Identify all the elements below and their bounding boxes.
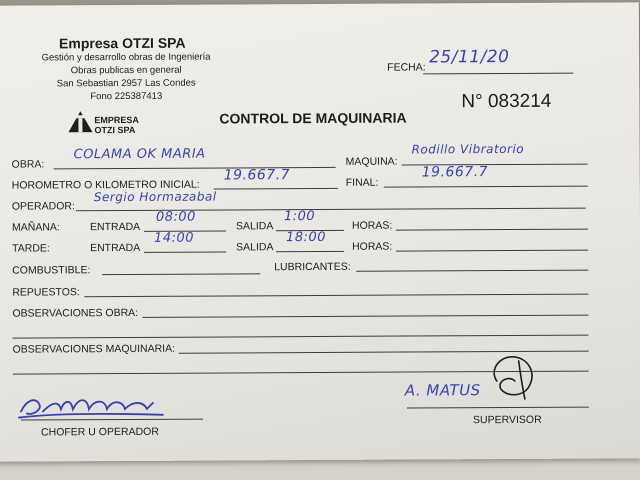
combustible-label: COMBUSTIBLE: bbox=[12, 264, 91, 277]
lubricantes-line bbox=[356, 270, 588, 272]
operador-label: OPERADOR: bbox=[11, 200, 75, 213]
final-value: 19.667.7 bbox=[421, 164, 489, 181]
tarde-salida-value: 18:00 bbox=[285, 229, 327, 246]
maquina-value: Rodillo Vibratorio bbox=[411, 141, 525, 157]
manana-salida-label: SALIDA bbox=[235, 220, 274, 233]
obra-value: COLAMA OK MARIA bbox=[73, 146, 206, 163]
obs-obra-label: OBSERVACIONES OBRA: bbox=[12, 306, 139, 320]
obs-maquinaria-label: OBSERVACIONES MAQUINARIA: bbox=[12, 342, 176, 356]
supervisor-label: SUPERVISOR bbox=[472, 413, 542, 427]
chofer-label: CHOFER U OPERADOR bbox=[41, 425, 159, 439]
company-line-3: San Sebastian 2957 Las Condes bbox=[56, 77, 196, 90]
maquina-label: MAQUINA: bbox=[345, 155, 398, 168]
obra-line bbox=[54, 167, 336, 169]
company-name: Empresa OTZI SPA bbox=[58, 34, 186, 52]
logo-text-1: EMPRESA bbox=[94, 114, 139, 126]
horometro-line bbox=[214, 188, 338, 190]
fecha-value: 25/11/20 bbox=[429, 46, 510, 68]
operador-line bbox=[76, 208, 586, 212]
tarde-salida-label: SALIDA bbox=[236, 241, 274, 254]
combustible-line bbox=[102, 273, 260, 275]
manana-horas-line bbox=[396, 229, 588, 231]
tarde-entrada-line bbox=[144, 251, 226, 252]
supervisor-signature-icon bbox=[485, 351, 545, 403]
logo-text-2: OTZI SPA bbox=[94, 124, 136, 136]
manana-label: MAÑANA: bbox=[11, 221, 60, 234]
company-line-4: Fono 225387413 bbox=[90, 90, 163, 103]
repuestos-line bbox=[84, 294, 588, 298]
tarde-entrada-value: 14:00 bbox=[153, 230, 195, 246]
tarde-salida-line bbox=[276, 251, 344, 252]
supervisor-line bbox=[407, 407, 589, 409]
obs-obra-line-2 bbox=[13, 335, 589, 339]
horometro-label: HOROMETRO O KILOMETRO INICIAL: bbox=[11, 178, 200, 192]
form-sheet bbox=[0, 2, 640, 461]
obra-label: OBRA: bbox=[11, 158, 45, 171]
manana-entrada-value: 08:00 bbox=[155, 209, 196, 225]
manana-horas-label: HORAS: bbox=[351, 219, 393, 232]
obs-obra-line bbox=[142, 315, 588, 318]
company-line-1: Gestión y desarrollo obras de Ingeniería bbox=[41, 51, 211, 64]
horometro-value: 19.667.7 bbox=[223, 167, 291, 184]
final-label: FINAL: bbox=[345, 176, 379, 189]
operador-value: Sergio Hormazabal bbox=[93, 189, 217, 205]
repuestos-label: REPUESTOS: bbox=[12, 286, 80, 299]
form-title: CONTROL DE MAQUINARIA bbox=[219, 109, 407, 127]
manana-salida-value: 1:00 bbox=[283, 209, 316, 225]
tarde-horas-label: HORAS: bbox=[352, 240, 393, 253]
lubricantes-label: LUBRICANTES: bbox=[274, 260, 351, 274]
company-logo-icon bbox=[67, 109, 93, 133]
tarde-entrada-label: ENTRADA bbox=[90, 241, 141, 255]
company-line-2: Obras publicas en general bbox=[70, 64, 182, 77]
tarde-horas-line bbox=[396, 250, 588, 252]
form-number: N° 083214 bbox=[461, 90, 552, 113]
fecha-line bbox=[423, 73, 573, 75]
supervisor-signature: A. MATUS bbox=[404, 381, 481, 400]
manana-entrada-label: ENTRADA bbox=[89, 220, 141, 234]
fecha-label: FECHA: bbox=[387, 61, 426, 74]
tarde-label: TARDE: bbox=[12, 242, 50, 255]
final-line bbox=[384, 186, 588, 188]
